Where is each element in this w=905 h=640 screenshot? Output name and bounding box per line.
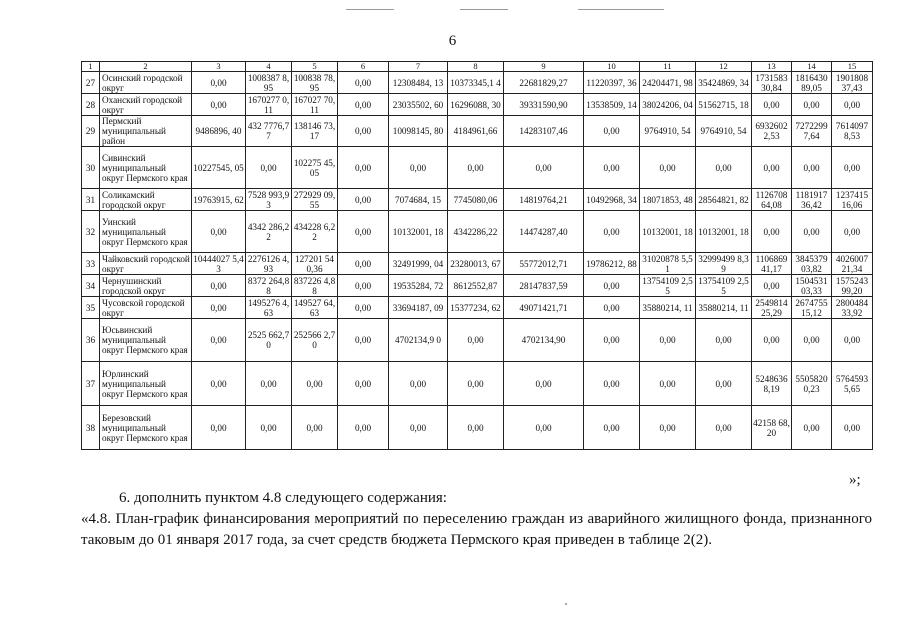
amount-cell: 13754109 2,55 [640,275,696,297]
municipality-name: Чусовской городской округ [100,297,192,319]
table-header-row [82,62,873,72]
amount-cell: 0,00 [338,406,389,450]
municipality-name: Чернушинский городской округ [100,275,192,297]
amount-cell: 9486896, 40 [192,116,246,147]
amount-cell: 0,00 [752,211,792,253]
amount-cell: 434228 6,22 [292,211,338,253]
amount-cell: 10132001, 18 [640,211,696,253]
row-number: 34 [82,275,100,297]
amount-cell: 3845379 03,82 [792,253,832,275]
table-row [82,253,873,275]
amount-cell: 1575243 99,20 [832,275,873,297]
row-number: 32 [82,211,100,253]
amount-cell: 1008387 8,95 [246,72,292,94]
amount-cell: 38024206, 04 [640,94,696,116]
municipality-name: Пермский муниципальный район [100,116,192,147]
amount-cell: 0,00 [338,253,389,275]
amount-cell: 0,00 [696,147,752,189]
amount-cell: 23035502, 60 [389,94,448,116]
amount-cell: 0,00 [752,319,792,362]
amount-cell: 252566 2,70 [292,319,338,362]
row-number: 29 [82,116,100,147]
amount-cell: 0,00 [584,116,640,147]
municipality-name: Юрлинский муниципальный округ Пермского края [100,362,192,406]
amount-cell: 0,00 [792,211,832,253]
column-number: 14 [792,62,832,72]
amount-cell: 42158 68,20 [752,406,792,450]
amount-cell: 19786212, 88 [584,253,640,275]
amount-cell: 0,00 [792,94,832,116]
amount-cell: 0,00 [696,362,752,406]
amount-cell: 0,00 [752,275,792,297]
amount-cell: 2800484 33,92 [832,297,873,319]
amount-cell: 0,00 [504,362,584,406]
amount-cell: 4342 286,22 [246,211,292,253]
amount-cell: 0,00 [292,362,338,406]
amount-cell: 0,00 [338,116,389,147]
amount-cell: 10444027 5,43 [193,253,244,274]
row-number: 36 [82,319,100,362]
amount-cell: 0,00 [338,362,389,406]
column-number: 3 [192,62,246,72]
amount-cell: 35880214, 11 [696,297,752,319]
table-row [82,72,873,94]
amount-cell: 0,00 [338,297,389,319]
amount-cell: 10132001, 18 [696,211,752,253]
amount-cell: 7745080,06 [448,189,504,211]
amount-cell: 0,00 [448,319,504,362]
top-rule-right [578,9,664,10]
amount-cell: 32491999, 04 [389,253,448,275]
amount-cell: 0,00 [832,406,873,450]
amount-cell: 0,00 [832,147,873,189]
amount-cell: 0,00 [192,362,246,406]
amount-cell: 13538509, 14 [584,94,640,116]
amount-cell: 0,00 [832,211,873,253]
row-number: 38 [82,406,100,450]
amount-cell: 0,00 [192,94,246,116]
row-number: 31 [82,189,100,211]
amount-cell: 0,00 [338,275,389,297]
amount-cell: 0,00 [338,72,389,94]
amount-cell: 2549814 25,29 [752,297,792,319]
amount-cell: 0,00 [448,362,504,406]
amount-cell: 0,00 [584,362,640,406]
table-row [82,275,873,297]
column-number: 12 [696,62,752,72]
amount-cell: 1126708 64,08 [752,189,792,211]
amount-cell: 2276126 4,93 [246,253,292,275]
amount-cell: 0,00 [246,362,292,406]
table-row [82,94,873,116]
table-row [82,297,873,319]
amount-cell: 2674755 15,12 [792,297,832,319]
amount-cell: 5248636 8,19 [752,362,792,406]
amount-cell: 0,00 [504,147,584,189]
amount-cell: 0,00 [584,319,640,362]
amount-cell: 35424869, 34 [696,72,752,94]
row-number: 27 [82,72,100,94]
column-number: 7 [389,62,448,72]
municipality-name: Сивинский муниципальный округ Пермского края [100,147,192,189]
amount-cell: 149527 64,63 [292,297,338,319]
amount-cell: 0,00 [192,406,246,450]
table-row [82,116,873,147]
amount-cell: 4184961,66 [448,116,504,147]
amount-cell: 0,00 [192,72,246,94]
amount-cell: 1731583 30,84 [752,72,792,94]
amount-cell: 0,00 [192,319,246,362]
financing-table [81,61,873,450]
amount-cell: 0,00 [584,275,640,297]
amount-cell: 138146 73,17 [292,116,338,147]
column-number: 1 [82,62,100,72]
top-rule-mid [460,9,508,10]
amount-cell: 0,00 [832,94,873,116]
amount-cell: 0,00 [792,319,832,362]
amount-cell: 32999499 8,39 [696,253,752,275]
amount-cell: 1106869 41,17 [752,253,792,275]
amount-cell: 0,00 [448,406,504,450]
column-number: 2 [100,62,192,72]
amount-cell: 22681829,27 [504,72,584,94]
column-number: 9 [504,62,584,72]
amount-cell: 4702134,90 [504,319,584,362]
amount-cell: 0,00 [584,211,640,253]
municipality-name: Чайковский городской округ [100,253,192,275]
row-number: 37 [82,362,100,406]
amount-cell: 0,00 [752,147,792,189]
amount-cell: 0,00 [584,147,640,189]
scan-speck [565,603,567,605]
amount-cell: 0,00 [792,406,832,450]
amount-cell: 11220397, 36 [584,72,640,94]
amount-cell: 0,00 [792,147,832,189]
table-row [82,362,873,406]
table-row [82,211,873,253]
amount-cell: 15377234, 62 [448,297,504,319]
amount-cell: 49071421,71 [504,297,584,319]
amount-cell: 0,00 [448,147,504,189]
table-row [82,189,873,211]
amount-cell: 0,00 [192,297,246,319]
amount-cell: 13754109 2,55 [696,275,752,297]
amount-cell: 0,00 [504,406,584,450]
amount-cell: 5764593 5,65 [832,362,873,406]
amount-cell: 16296088, 30 [448,94,504,116]
amendment-item-6: 6. дополнить пунктом 4.8 следующего содержания: [119,490,447,506]
amendment-text-4-8: «4.8. План-график финансирования мероприятий по переселению граждан из аварийного жилищного фонда, признанного таковым до 01 января 2017 года, за счет средств бюджета Пермского края приведен в таблице 2(2). [81,511,872,548]
amount-cell: 55772012,71 [504,253,584,275]
amount-cell: 272929 09,55 [292,189,338,211]
amount-cell: 7272299 7,64 [792,116,832,147]
amount-cell: 7528 993,93 [246,189,292,211]
row-number: 28 [82,94,100,116]
municipality-name: Березовский муниципальный округ Пермского края [100,406,192,450]
row-number: 33 [82,253,100,275]
amount-cell: 0,00 [640,319,696,362]
amount-cell: 0,00 [640,147,696,189]
table-row [82,406,873,450]
column-number: 15 [832,62,873,72]
amount-cell: 0,00 [389,406,448,450]
amount-cell: 0,00 [640,362,696,406]
amount-cell: 100838 78,95 [292,72,338,94]
row-number: 30 [82,147,100,189]
amount-cell: 432 7776,77 [246,116,292,147]
amount-cell: 4026007 21,34 [832,253,873,275]
amount-cell: 28147837,59 [504,275,584,297]
amount-cell: 8372 264,88 [246,275,292,297]
amount-cell: 0,00 [192,275,246,297]
amount-cell: 14819764,21 [504,189,584,211]
column-number: 8 [448,62,504,72]
amount-cell: 837226 4,88 [292,275,338,297]
amount-cell: 6932602 2,53 [752,116,792,147]
amount-cell: 9764910, 54 [640,116,696,147]
amount-cell: 10227545, 05 [192,147,246,189]
amount-cell: 39331590,90 [504,94,584,116]
amount-cell: 1495276 4,63 [246,297,292,319]
amount-cell: 18071853, 48 [640,189,696,211]
amount-cell: 14283107,46 [504,116,584,147]
amount-cell: 4702134,9 0 [389,319,448,362]
amount-cell: 0,00 [389,362,448,406]
amount-cell: 33694187, 09 [389,297,448,319]
table-row [82,319,873,362]
amount-cell: 0,00 [192,211,246,253]
column-number: 6 [338,62,389,72]
amount-cell: 35880214, 11 [640,297,696,319]
amount-cell: 0,00 [292,406,338,450]
amount-cell: 0,00 [752,94,792,116]
amount-cell: 7614097 8,53 [832,116,873,147]
amount-cell: 0,00 [832,319,873,362]
top-rule-left [346,9,394,10]
amount-cell: 0,00 [389,147,448,189]
municipality-name: Осинский городской округ [100,72,192,94]
column-number: 5 [292,62,338,72]
amount-cell: 0,00 [338,94,389,116]
amount-cell: 2525 662,70 [246,319,292,362]
municipality-name: Уинский муниципальный округ Пермского края [100,211,192,253]
amount-cell: 12308484, 13 [389,72,448,94]
amount-cell: 14474287,40 [504,211,584,253]
amount-cell: 127201 540,36 [292,253,338,275]
amount-cell: 0,00 [696,406,752,450]
amount-cell: 0,00 [640,406,696,450]
amount-cell: 10373345,1 4 [448,72,504,94]
amount-cell: 8612552,87 [448,275,504,297]
row-number: 35 [82,297,100,319]
page-number: 6 [448,33,457,49]
municipality-name: Юсьвинский муниципальный округ Пермского края [100,319,192,362]
amount-cell: 167027 70,11 [292,94,338,116]
municipality-name: Соликамский городской округ [100,189,192,211]
amount-cell: 5505820 0,23 [792,362,832,406]
amount-cell: 1670277 0,11 [246,94,292,116]
amount-cell: 4342286,22 [448,211,504,253]
amount-cell: 102275 45,05 [292,147,338,189]
column-number: 11 [640,62,696,72]
amount-cell: 0,00 [696,319,752,362]
amount-cell: 1237415 16,06 [832,189,873,211]
amount-cell: 0,00 [338,211,389,253]
amount-cell: 0,00 [584,297,640,319]
amount-cell: 10132001, 18 [389,211,448,253]
amount-cell: 0,00 [584,406,640,450]
amount-cell: 19763915, 62 [192,189,246,211]
amount-cell: 9764910, 54 [696,116,752,147]
amount-cell: 24204471, 98 [640,72,696,94]
amount-cell: 10098145, 80 [389,116,448,147]
column-number: 10 [584,62,640,72]
amount-cell: 23280013, 67 [448,253,504,275]
amount-cell: 0,00 [338,189,389,211]
amount-cell: 0,00 [246,147,292,189]
amount-cell: 10492968, 34 [584,189,640,211]
amount-cell: 1901808 37,43 [832,72,873,94]
amount-cell: 0,00 [338,147,389,189]
column-number: 13 [752,62,792,72]
amount-cell: 7074684, 15 [389,189,448,211]
municipality-name: Оханский городской округ [100,94,192,116]
amount-cell: 0,00 [338,319,389,362]
amount-cell: 1504531 03,33 [792,275,832,297]
amount-cell: 0,00 [246,406,292,450]
amount-cell: 1181917 36,42 [792,189,832,211]
amount-cell: 51562715, 18 [696,94,752,116]
amount-cell: 19535284, 72 [389,275,448,297]
table-end-mark: »; [849,472,861,488]
table-row [82,147,873,189]
amount-cell: 31020878 5,51 [640,253,696,275]
column-number: 4 [246,62,292,72]
amount-cell: 1816430 89,05 [792,72,832,94]
amount-cell: 28564821, 82 [696,189,752,211]
